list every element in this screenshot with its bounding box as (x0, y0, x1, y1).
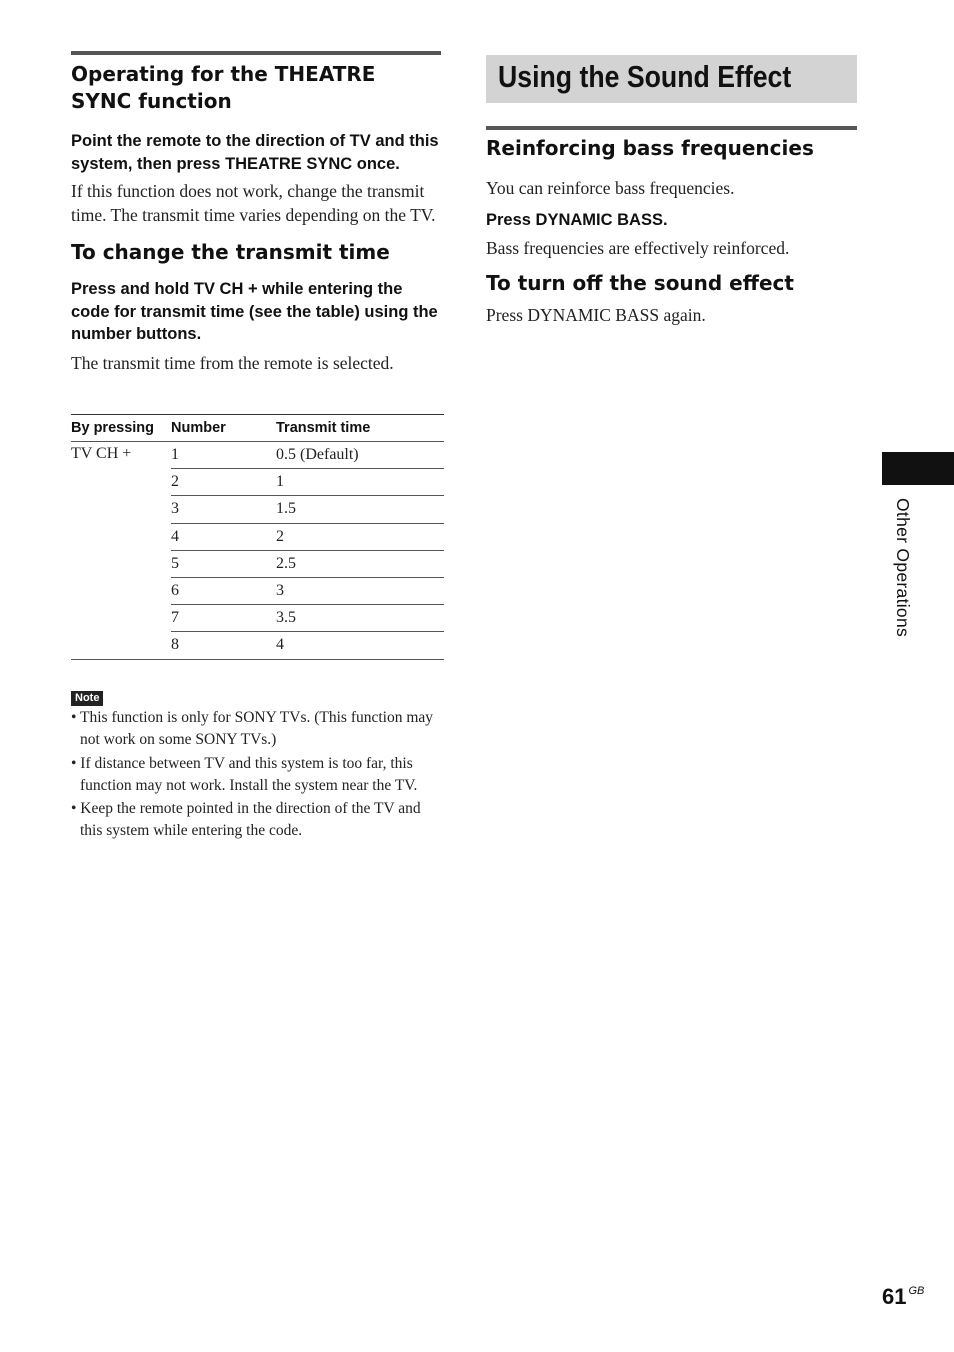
cell-number: 4 (171, 523, 276, 550)
page-number-value: 61 (882, 1284, 907, 1309)
side-chapter-label: Other Operations (893, 498, 913, 638)
note-item: • If distance between TV and this system is too far, this function may not work. Install the system near the TV. (71, 754, 418, 794)
cell-by-pressing: TV CH + (71, 442, 171, 660)
subheading-change-transmit: To change the transmit time (71, 240, 390, 264)
cell-number: 8 (171, 632, 276, 659)
body-press-again: Press DYNAMIC BASS again. (486, 304, 706, 325)
cell-number: 2 (171, 469, 276, 496)
table-header-row (71, 415, 444, 442)
table-row (71, 442, 444, 469)
cell-transmit-time: 1.5 (276, 496, 444, 523)
cell-transmit-time: 3.5 (276, 605, 444, 632)
body-reinforce-bass: You can reinforce bass frequencies. (486, 178, 735, 198)
chapter-tab-marker (882, 452, 954, 485)
note-badge: Note (71, 691, 103, 706)
page-number-suffix: GB (908, 1285, 925, 1297)
cell-number: 5 (171, 550, 276, 577)
instruction-theatre-sync: Point the remote to the direction of TV and this system, then press THEATRE SYNC once. (71, 132, 439, 173)
instruction-dynamic-bass: Press DYNAMIC BASS. (486, 211, 668, 229)
body-transmit-info: If this function does not work, change the transmit time. The transmit time varies depending on the TV. (71, 181, 436, 225)
page-number (882, 1284, 924, 1310)
section-heading-bass: Reinforcing bass frequencies (486, 136, 814, 160)
chapter-title: Using the Sound Effect (498, 59, 792, 94)
cell-number: 3 (171, 496, 276, 523)
cell-number: 6 (171, 577, 276, 604)
cell-transmit-time: 2.5 (276, 550, 444, 577)
note-item: • This function is only for SONY TVs. (This function may not work on some SONY TVs.) (71, 709, 434, 748)
subheading-turn-off: To turn off the sound effect (486, 270, 794, 295)
instruction-hold-tv-ch: Press and hold TV CH + while entering the code for transmit time (see the table) using the number buttons. (71, 280, 438, 343)
body-bass-reinforced: Bass frequencies are effectively reinforced. (486, 237, 790, 258)
body-transmit-selected: The transmit time from the remote is selected. (71, 352, 394, 373)
header-by-pressing: By pressing (71, 415, 171, 442)
header-number: Number (171, 415, 276, 442)
cell-transmit-time: 3 (276, 577, 444, 604)
chapter-title-box (486, 55, 857, 103)
cell-number: 1 (171, 442, 276, 469)
heading-rule (71, 51, 441, 55)
cell-transmit-time: 4 (276, 632, 444, 659)
cell-transmit-time: 0.5 (Default) (276, 442, 444, 469)
header-transmit-time: Transmit time (276, 415, 444, 442)
cell-transmit-time: 2 (276, 523, 444, 550)
notes-list (71, 707, 443, 844)
section-heading-theatre-sync: Operating for the THEATRE SYNC function (71, 62, 376, 113)
right-column (486, 126, 857, 327)
transmit-time-table (71, 414, 444, 660)
note-item: • Keep the remote pointed in the direction of the TV and this system while entering the code. (71, 800, 421, 839)
heading-rule (486, 126, 857, 130)
left-column (71, 51, 441, 375)
cell-transmit-time: 1 (276, 469, 444, 496)
cell-number: 7 (171, 605, 276, 632)
